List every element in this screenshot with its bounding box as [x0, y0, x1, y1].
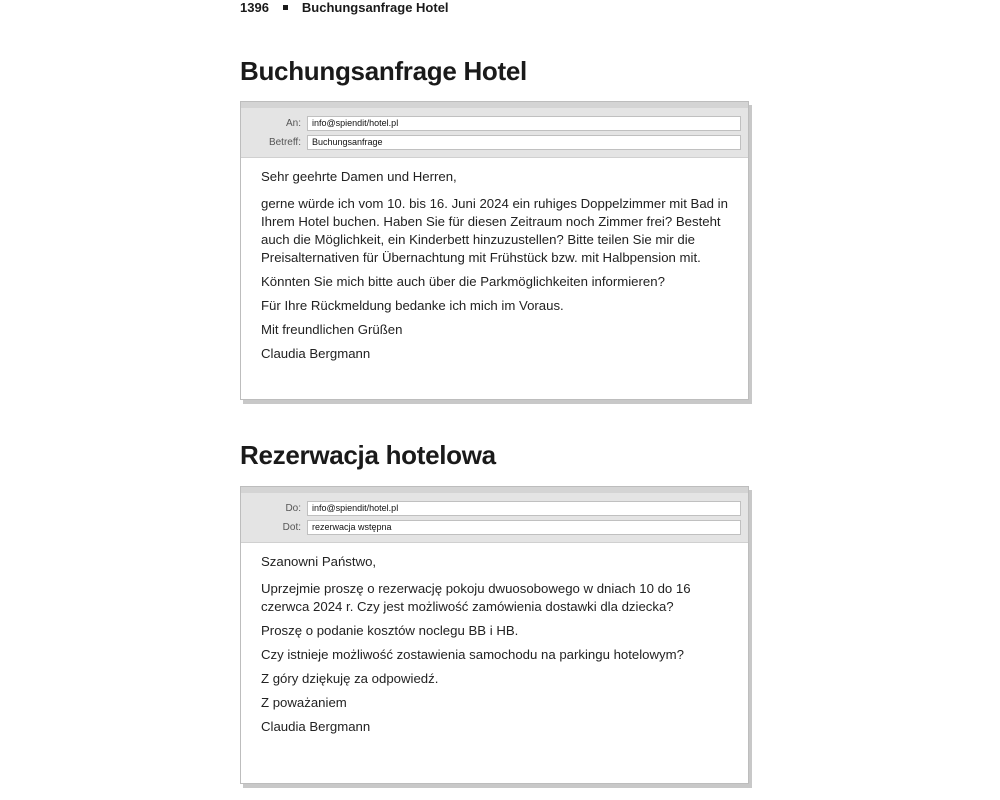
email-paragraph: Könnten Sie mich bitte auch über die Parkmöglichkeiten informieren?: [261, 274, 665, 289]
to-field[interactable]: info@spiendit/hotel.pl: [307, 501, 741, 516]
section-heading-polish: Rezerwacja hotelowa: [240, 440, 496, 470]
email-paragraph: Uprzejmie proszę o rezerwację pokoju dwuosobowego w dniach 10 do 16 czerwca 2024 r. Czy jest możliwość zamówienia dostawki dla dziecka?: [261, 581, 691, 614]
email-paragraph: Z poważaniem: [261, 695, 347, 710]
to-row: [251, 499, 741, 518]
running-head-title: Buchungsanfrage Hotel: [301, 0, 449, 15]
subject-row: [251, 133, 741, 152]
email-paragraph: Mit freundlichen Grüßen: [261, 322, 403, 337]
email-header: [241, 487, 748, 543]
email-paragraph: Für Ihre Rückmeldung bedanke ich mich im Voraus.: [261, 298, 564, 313]
to-field[interactable]: info@spiendit/hotel.pl: [307, 116, 741, 131]
email-paragraph: Z góry dziękuję za odpowiedź.: [261, 671, 439, 686]
email-window-polish: [240, 486, 749, 784]
email-body[interactable]: [241, 543, 748, 756]
email-header: [241, 102, 748, 158]
email-paragraph: Proszę o podanie kosztów noclegu BB i HB.: [261, 623, 519, 638]
email-window-german: [240, 101, 749, 400]
to-label: An:: [285, 118, 301, 129]
email-paragraph: Szanowni Państwo,: [261, 554, 377, 569]
bullet-icon: [283, 5, 288, 10]
subject-label: Dot:: [282, 522, 301, 533]
subject-field[interactable]: rezerwacja wstępna: [307, 520, 741, 535]
running-head: [240, 0, 449, 16]
email-signature: Claudia Bergmann: [261, 719, 371, 734]
subject-field[interactable]: Buchungsanfrage: [307, 135, 741, 150]
email-signature: Claudia Bergmann: [261, 346, 371, 361]
to-row: [251, 114, 741, 133]
section-heading-german: Buchungsanfrage Hotel: [240, 56, 527, 86]
page-number: 1396: [240, 0, 269, 15]
email-paragraph: Czy istnieje możliwość zostawienia samochodu na parkingu hotelowym?: [261, 647, 684, 662]
email-body[interactable]: [241, 158, 748, 383]
email-paragraph: gerne würde ich vom 10. bis 16. Juni 2024 ein ruhiges Doppelzimmer mit Bad in Ihrem Hotel buchen. Haben Sie für diesen Zeitraum noch Zimmer frei? Besteht auch die Möglichkeit, ein Kinderbett hinzuzustellen? Bitte teilen Sie mir die Preisalternativen für Übernachtung mit Frühstück bzw. mit Halbpension mit.: [261, 196, 728, 265]
email-paragraph: Sehr geehrte Damen und Herren,: [261, 169, 457, 184]
subject-row: [251, 518, 741, 537]
subject-label: Betreff:: [268, 137, 301, 148]
to-label: Do:: [285, 503, 301, 514]
